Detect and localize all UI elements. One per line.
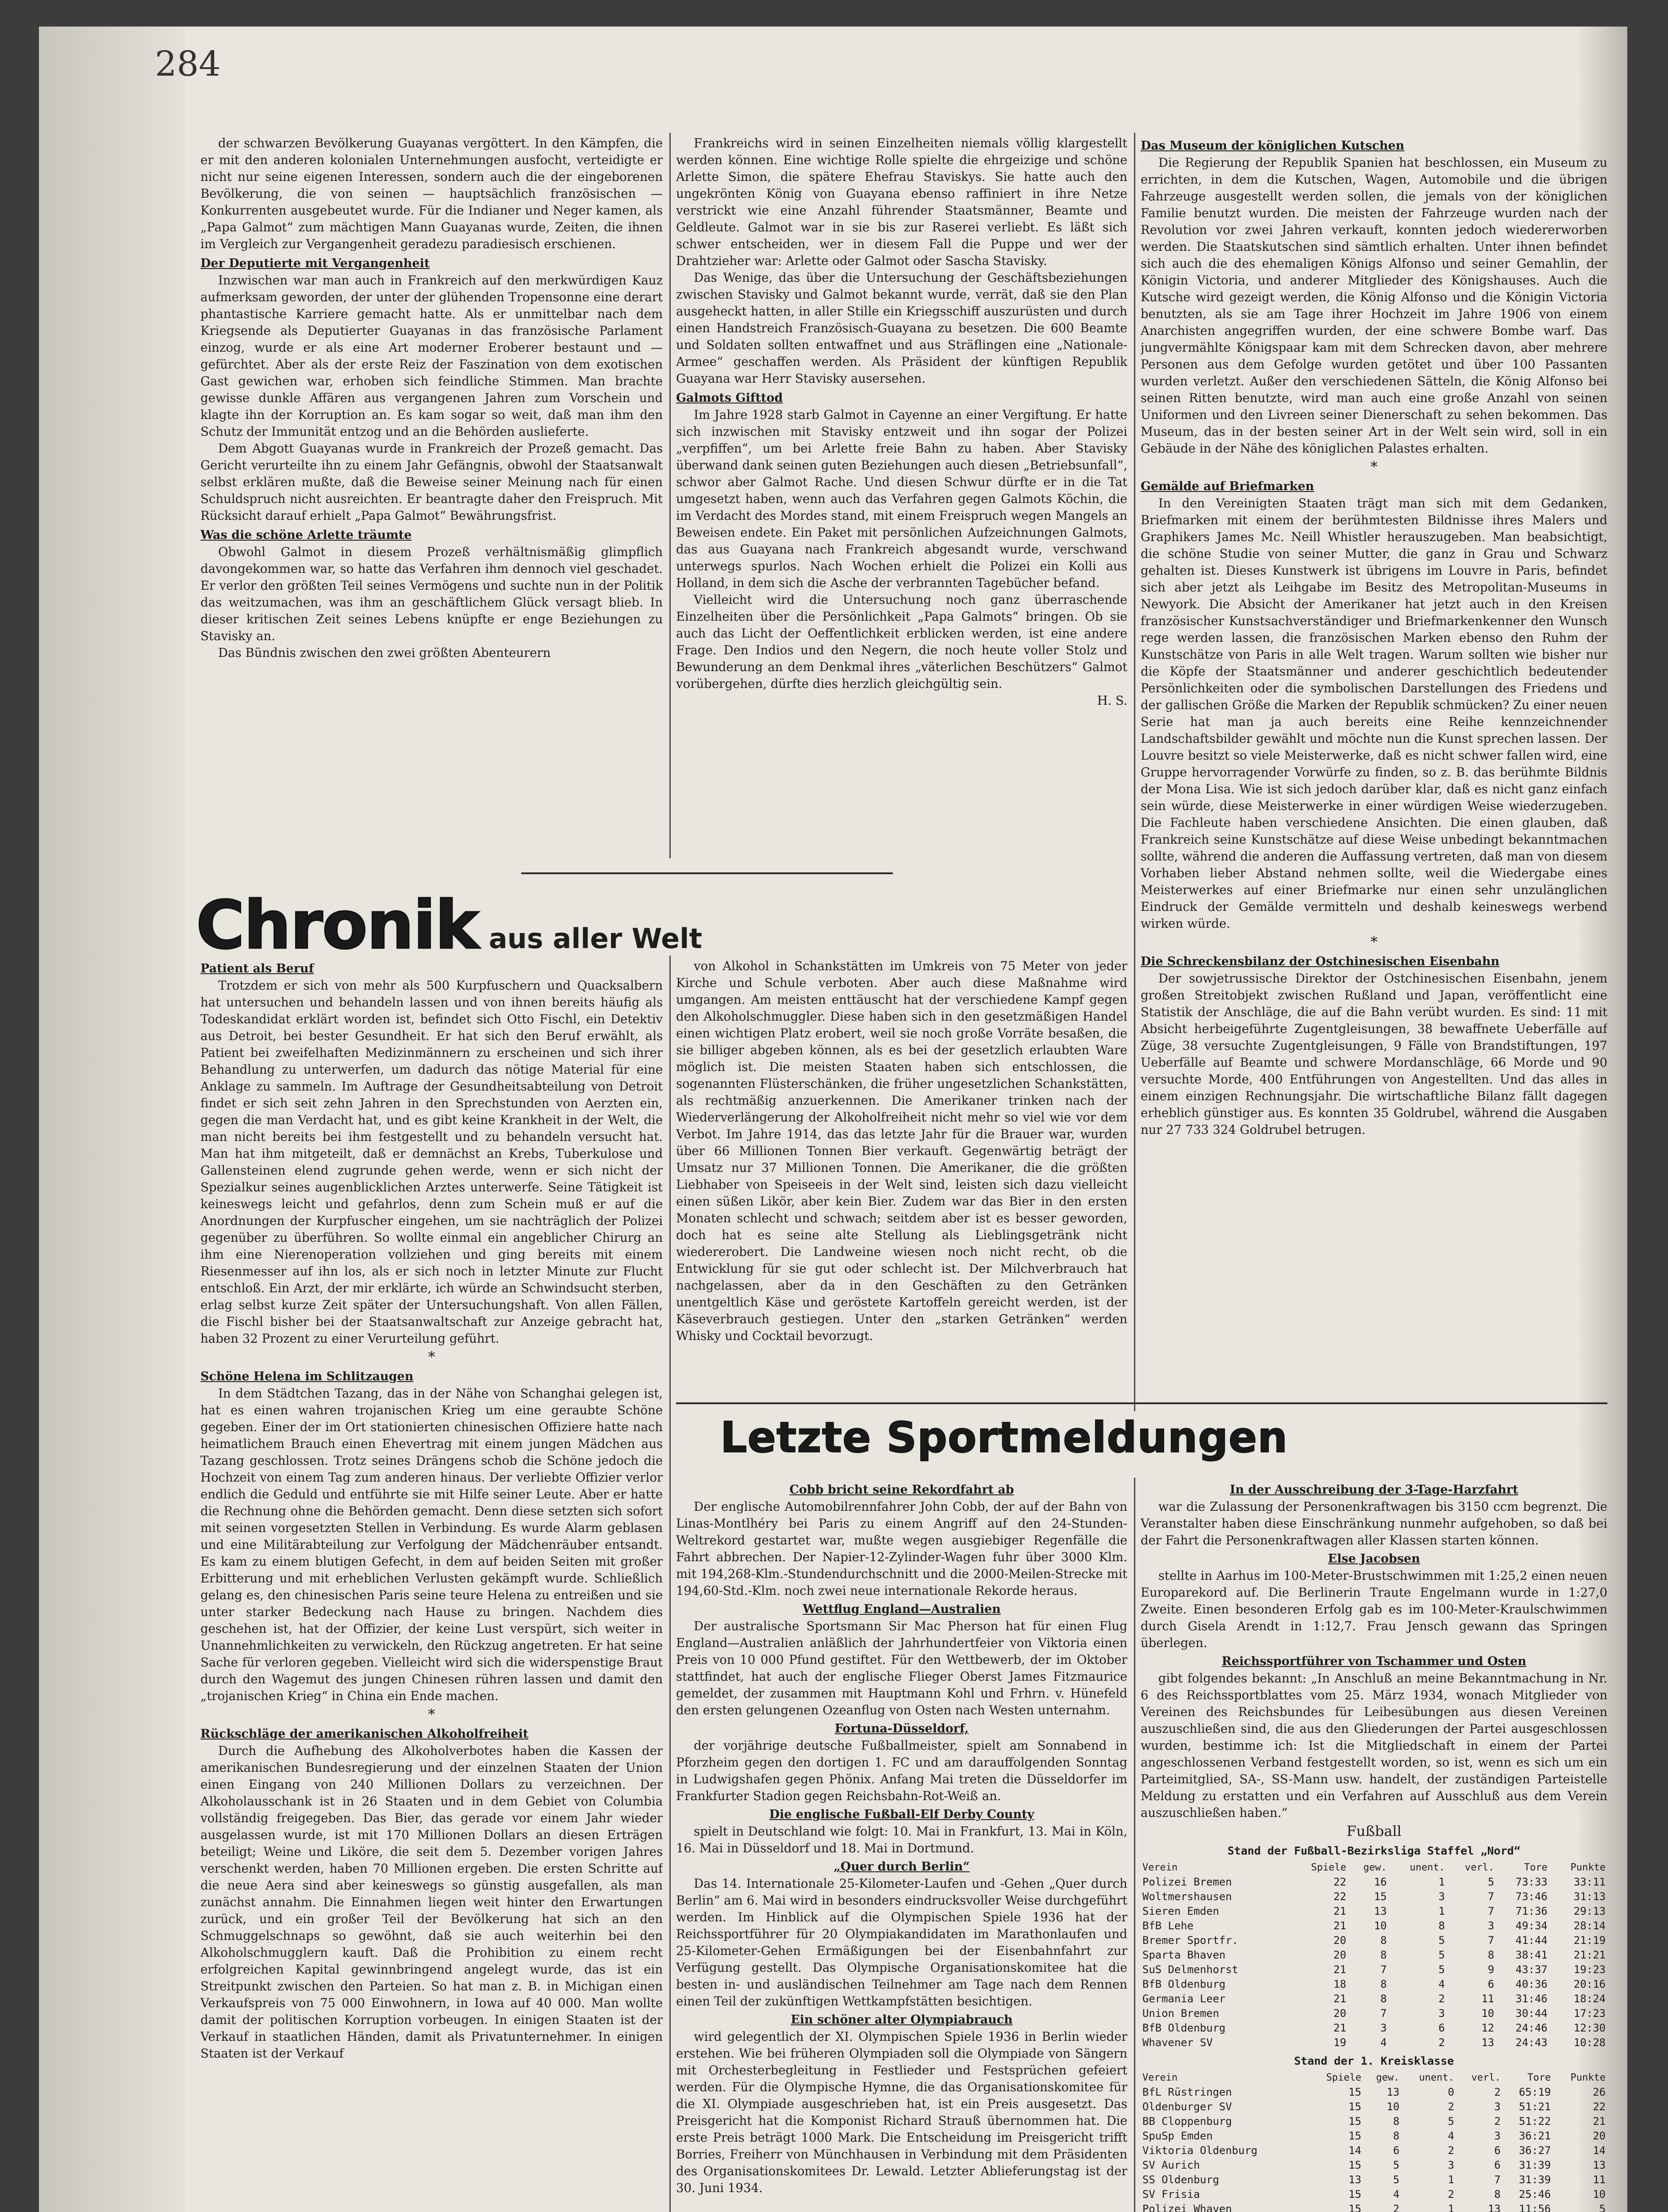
table-cell: 7: [1487, 1934, 1495, 1947]
table-cell: 11: [1481, 1993, 1495, 2005]
table-header-cell: Verein: [1142, 1862, 1178, 1873]
table-row: [1141, 1933, 1607, 1948]
table-cell: Woltmershausen: [1142, 1890, 1232, 1903]
table-cell: Viktoria Oldenburg: [1142, 2144, 1258, 2157]
section-heading: Die Schreckensbilanz der Ostchinesischen Eisenbahn: [1141, 955, 1500, 968]
section-heading: Was die schöne Arlette träumte: [200, 528, 412, 542]
table-cell: 8: [1380, 1949, 1387, 1961]
paragraph: der vorjährige deutsche Fußballmeister, spielt am Sonnabend in Pforzheim gegen den dortigen 1. FC und am darauffolgenden Sonntag in Ludwigshafen gegen Phönix. Anfang Mai treten die Düsseldorfer im Frankfurter Stadion gegen Reichsbahn-Rot-Weiß an.: [676, 1738, 1127, 1803]
table-cell: 20: [1333, 2007, 1346, 2020]
section-heading: Patient als Beruf: [200, 962, 314, 975]
table-cell: 1: [1448, 2174, 1454, 2186]
table-cell: 21: [1333, 1993, 1346, 2005]
table-cell: 15: [1348, 2115, 1361, 2128]
paragraph: Der australische Sportsmann Sir Mac Pherson hat für einen Flug England—Australien anläßlich der Jahrhundertfeier von Viktoria einen Preis von 10 000 Pfund gestiftet. Für den Wettbewerb, der im Oktober stattfindet, hat auch der englische Flieger Oberst James Fitzmaurice gemeldet, der zusammen mit Hauptmann Kohl und Frhrn. v. Hünefeld den ersten gelungenen Ozeanflug von Osten nach Westen unternahm.: [676, 1619, 1127, 1717]
table-cell: 13: [1481, 2036, 1495, 2049]
book-gutter: [39, 27, 185, 2212]
paragraph: wird gelegentlich der XI. Olympischen Spiele 1936 in Berlin wieder erstehen. Wie bei früheren Olympiaden soll die Olympiade von Sängern mit Orchesterbegleitung in Festlieder und Festsprüchen gefeiert werden. Für die Olympische Hymne, die das Organisationskomitee für die XI. Olympiade ausgeschrieben hat, ist ein Preis ausgesetzt. Das Preisgericht hat die Komponist Richard Strauß übernommen hat. Die erste Preis beträgt 1000 Mark. Die Entscheidung im Preisgericht trifft Borries, Freiherr von Münchhausen in Verbindung mit dem Präsidenten des Organisationskomitees Dr. Lewald. Letzter Ablieferungstag ist der 30. Juni 1934.: [676, 2029, 1127, 2195]
table-cell: 11:56: [1518, 2203, 1551, 2212]
table-cell: 5: [1448, 2115, 1454, 2128]
news-headline: Fortuna-Düsseldorf,: [834, 1722, 969, 1736]
table-cell: 3: [1487, 1920, 1495, 1932]
table-cell: 33:11: [1573, 1876, 1606, 1888]
table-row: [1141, 1904, 1607, 1919]
table-cell: 21: [1333, 1920, 1346, 1932]
table-cell: 7: [1380, 2007, 1387, 2020]
sport-column-2: [1141, 1480, 1607, 2212]
table-cell: 18: [1333, 1978, 1346, 1990]
section-divider: [521, 872, 893, 874]
column-divider: [1134, 133, 1135, 1411]
table-cell: 5: [1487, 1876, 1495, 1888]
table-row: [1141, 2158, 1607, 2173]
table-header-cell: verl.: [1471, 2072, 1501, 2083]
table-row: [1141, 1875, 1607, 1889]
table-cell: 2: [1448, 2188, 1454, 2200]
table-cell: Germania Leer: [1142, 1993, 1226, 2005]
table-cell: 40:36: [1515, 1978, 1548, 1990]
table-cell: 25:46: [1518, 2188, 1551, 2200]
news-headline: Wettflug England—Australien: [803, 1602, 1001, 1616]
section-heading: Gemälde auf Briefmarken: [1141, 480, 1314, 493]
table-cell: 15: [1348, 2130, 1361, 2142]
table-cell: 3: [1494, 2130, 1501, 2142]
sport-news-right: [1141, 1482, 1607, 1840]
paragraph: von Alkohol in Schankstätten im Umkreis von 75 Meter von jeder Kirche und Schule verboten. Aber auch diese Maßnahme wird umgangen. Am meisten enttäuscht hat der verschiedene Kampf gegen den Alkoholschmuggler. Diese haben sich in den gesetzmäßigen Handel einen wichtigen Platz erobert, weil sie noch große Vorräte besaßen, die sie billiger abgeben können, als es bei der gesetzlich erlaubten Ware möglich ist. Die meisten Staaten haben sich entschlossen, die sogenannten Flüsterschänken, die früher ungesetzlichen Schankstätten, als rechtmäßig anzuerkennen. Die Amerikaner trinken nach der Wiederverlängerung der Alkoholfreiheit nicht mehr so viel wie vor dem Verbot. Im Jahre 1914, das das letzte Jahr für die Brauer war, wurden über 66 Millionen Tonnen Bier verkauft. Gegenwärtig beträgt der Umsatz nur 37 Millionen Tonnen. Die Amerikaner, die die größten Liebhaber von Speiseeis in der Welt sind, leisten sich dazu vielleicht einen süßen Likör, aber kein Bier. Zudem war das Bier in den ersten Monaten schlecht und schwach; seitdem aber ist es besser geworden, doch hat es seine alte Stellung als Lieblingsgetränk nicht wiedererobert. Die Landweine wiesen noch nicht recht, ob die Entwicklung für sie gut oder schlecht ist. Der Milchverbrauch hat nachgelassen, aber da in den Geschäften zu den Getränken unentgeltlich Käse und geröstete Kartoffeln gereicht werden, ist der Käseverbrauch gestiegen. Unter den „starken Getränken“ werden Whisky und Cocktail bevorzugt.: [676, 959, 1127, 1343]
section-heading: Der Deputierte mit Vergangenheit: [200, 257, 430, 270]
table-cell: 31:13: [1573, 1890, 1606, 1903]
table-cell: SV Aurich: [1142, 2159, 1200, 2171]
table-cell: 15: [1348, 2188, 1361, 2200]
table-cell: 13: [1487, 2203, 1501, 2212]
table-title-kreisklasse: Stand der 1. Kreisklasse: [1294, 2055, 1454, 2067]
table-cell: Whavener SV: [1142, 2036, 1213, 2049]
table-cell: 5: [1438, 1934, 1445, 1947]
newspaper-page: [39, 27, 1627, 2212]
table-cell: 5: [1393, 2159, 1400, 2171]
table-cell: 2: [1448, 2101, 1454, 2113]
table-cell: 36:27: [1518, 2144, 1551, 2157]
table-cell: 3: [1438, 2007, 1445, 2020]
table-cell: 38:41: [1515, 1949, 1548, 1961]
table-cell: 65:19: [1518, 2086, 1551, 2098]
table-cell: 31:46: [1515, 1993, 1548, 2005]
table-cell: 8: [1494, 2188, 1501, 2200]
table-header-cell: unent.: [1410, 1862, 1445, 1873]
separator-asterisk: *: [428, 1706, 435, 1723]
paragraph: der schwarzen Bevölkerung Guayanas vergöttert. In den Kämpfen, die er mit den anderen kolonialen Unternehmungen ausfocht, verteidigte er nicht nur seine eigenen Interessen, sondern auch die der eingeborenen Bevölkerung, die von seinen — hauptsächlich französischen — Konkurrenten ausgebeutet wurde. Für die Indianer und Neger kamen, als „Papa Galmot“ zum mächtigen Mann Guayanas wurde, Zeiten, die ihnen im Vergleich zur Vergangenheit geradezu paradiesisch erschienen.: [200, 136, 663, 251]
news-headline: Die englische Fußball-Elf Derby County: [769, 1808, 1034, 1821]
table-cell: 22: [1593, 2101, 1606, 2113]
table-cell: 14: [1348, 2144, 1361, 2157]
table-row: [1141, 2202, 1607, 2212]
table-cell: 11: [1593, 2174, 1606, 2186]
table-cell: 14: [1593, 2144, 1606, 2157]
table-row: [1141, 1977, 1607, 1992]
news-headline: „Quer durch Berlin“: [834, 1860, 970, 1874]
table-header-cell: Tore: [1527, 2072, 1551, 2083]
sport-header: Letzte Sportmeldungen: [720, 1413, 1288, 1462]
separator-asterisk: *: [1370, 458, 1378, 475]
table-row: [1141, 2129, 1607, 2143]
column-divider: [669, 956, 671, 2212]
paragraph: Die Regierung der Republik Spanien hat beschlossen, ein Museum zu errichten, in dem die Kutschen, Wagen, Automobile und die übrigen Fahrzeuge ausgestellt werden sollen, die jemals von der königlichen Familie benutzt wurden. Die meisten der Fahrzeuge wurden nach der Revolution vor zwei Jahren verkauft, konnten jedoch wiedererworben werden. Die Staatskutschen sind sämtlich erhalten. Unter ihnen befindet sich auch die des ehemaligen Königs Alfonso und seiner Gemahlin, der Königin Victoria, und anderer Mitglieder des Königshauses. Auch die Kutsche wird gezeigt werden, die König Alfonso und die Königin Victoria benutzten, als sie am Tage ihrer Hochzeit im Jahre 1906 von einem Anarchisten angegriffen wurden, der eine schwere Bombe warf. Das jungvermählte Königspaar kam mit dem Schrecken davon, aber mehrere Personen aus dem Gefolge wurden getötet und über 100 Passanten wurden verletzt. Außer den verschiedenen Sätteln, die König Alfonso bei seinen Ritten benutzte, wird man auch eine große Anzahl von seinen Uniformen und den Livreen seiner Dienerschaft zu sehen bekommen. Das Museum, das in der besten seiner Art in der Welt sein wird, soll in ein Gebäude in der Nähe des königlichen Palastes erhalten.: [1141, 155, 1607, 456]
table-cell: SpuSp Emden: [1142, 2130, 1213, 2142]
section-heading: Galmots Gifttod: [676, 391, 783, 405]
table-row: [1141, 1948, 1607, 1962]
author-signature: H. S.: [1097, 693, 1127, 708]
news-headline: In der Ausschreibung der 3-Tage-Harzfahrt: [1230, 1483, 1518, 1497]
table-cell: 2: [1438, 2036, 1445, 2049]
table-cell: 10: [1387, 2101, 1400, 2113]
table-cell: 15: [1374, 1890, 1387, 1903]
section-divider: [676, 1402, 1607, 1404]
table-cell: 3: [1380, 2022, 1387, 2034]
table-cell: 2: [1494, 2086, 1501, 2098]
paragraph: Der sowjetrussische Direktor der Ostchinesischen Eisenbahn, jenem großen Streitobjekt zwischen Rußland und Japan, veröffentlicht eine Statistik der Anschläge, die auf die Bahn verübt wurden. Es sind: 11 mit Absicht herbeigeführte Zugentgleisungen, 38 bewaffnete Ueberfälle auf Züge, 38 versuchte Zugentgleisungen, 9 Fälle von Brandstiftungen, 197 Ueberfälle auf Beamte und schwere Mordanschläge, 66 Morde und 90 versuchte Morde, 400 Entführungen von Angestellten. Und das alles in einem einzigen Rechnungsjahr. Die wirtschaftliche Bilanz fällt dagegen erheblich günstiger aus. Es konnten 35 Goldrubel, während die Ausgaben nur 27 733 324 Goldrubel betrugen.: [1141, 971, 1607, 1137]
table-header-cell: gew.: [1376, 2072, 1400, 2083]
table-row: [1141, 2114, 1607, 2129]
table-cell: Bremer Sportfr.: [1142, 1934, 1238, 1947]
page-number: 284: [155, 44, 221, 84]
paragraph: Das Bündnis zwischen den zwei größten Abenteurern: [218, 645, 551, 660]
table-cell: 1: [1438, 1876, 1445, 1888]
table-cell: 21: [1333, 1963, 1346, 1976]
table-cell: 51:22: [1518, 2115, 1551, 2128]
news-headline: Reichssportführer von Tschammer und Osten: [1222, 1655, 1526, 1668]
paragraph: Frankreichs wird in seinen Einzelheiten niemals völlig klargestellt werden können. Eine wichtige Rolle spielte die ehrgeizige und schöne Arlette Simon, die spätere Ehefrau Staviskys. Sie hatte auch den ungekrönten König von Guayana ebenso raffiniert in ihre Netze verstrickt wie eine Anzahl führender Staatsmänner, Beamte und Geldleute. Galmot war in sie bis zur Raserei verliebt. Es läßt sich schwer entscheiden, wer in diesem Fall die Puppe und wer der Drahtzieher war: Arlette oder Galmot oder Sascha Stavisky.: [676, 136, 1127, 268]
news-headline: Ein schöner alter Olympiabrauch: [791, 2013, 1013, 2027]
table-row: [1141, 2100, 1607, 2114]
table-row: [1141, 2021, 1607, 2035]
table-title-bezirksliga: Stand der Fußball-Bezirksliga Staffel „Nord“: [1227, 1844, 1521, 1857]
table-header-cell: Punkte: [1570, 1862, 1606, 1873]
table-cell: 7: [1494, 2174, 1501, 2186]
table-cell: 30:44: [1515, 2007, 1548, 2020]
paragraph: war die Zulassung der Personenkraftwagen bis 3150 ccm begrenzt. Die Veranstalter haben diese Einschränkung nunmehr aufgehoben, so daß bei der Fahrt die Personenkraftwagen aller Klassen starten können.: [1141, 1499, 1607, 1548]
table-row: [1141, 2006, 1607, 2021]
paragraph: gibt folgendes bekannt: „In Anschluß an meine Bekanntmachung in Nr. 6 des Reichssportblattes vom 25. März 1934, wonach Mitglieder von Vereinen des Reichsbundes für Leibesübungen aus diesen Vereinen auszuschließen sind, die aus den Gliederungen der Partei ausgeschlossen wurden, bestimme ich: Ist die Mitgliedschaft in einem der Partei angeschlossenen Verband festgestellt worden, so ist, wenn es sich um ein Parteimitglied, SA-, SS-Mann usw. handelt, der zuständigen Parteistelle Meldung zu erstatten und ein Verfahren auf Ausschluß aus dem Verein auszuschließen haben.“: [1141, 1671, 1607, 1820]
table-cell: 24:43: [1515, 2036, 1548, 2049]
table-cell: 17:23: [1573, 2007, 1606, 2020]
table-cell: 49:34: [1515, 1920, 1548, 1932]
table-row: [1141, 1962, 1607, 1977]
chronik-column-1: [200, 958, 663, 2212]
table-cell: 4: [1438, 1978, 1445, 1990]
table-cell: 13: [1387, 2086, 1400, 2098]
table-cell: 20: [1333, 1934, 1346, 1947]
table-cell: 6: [1393, 2144, 1400, 2157]
table-cell: 1: [1438, 1905, 1445, 1917]
table-cell: BfL Rüstringen: [1142, 2086, 1232, 2098]
paragraph: Obwohl Galmot in diesem Prozeß verhältnismäßig glimpflich davongekommen war, so hatte das Verfahren ihm dennoch viel geschadet. Er verlor den größten Teil seines Vermögens und suchte nun in der Politik das weitzumachen, was ihm an geschäftlichem Glück versagt blieb. In dieser kritischen Zeit seines Lebens knüpfte er enge Beziehungen zu Stavisky an.: [200, 545, 663, 643]
table-cell: 10:28: [1573, 2036, 1606, 2049]
paragraph: stellte in Aarhus im 100-Meter-Brustschwimmen mit 1:25,2 einen neuen Europarekord auf. Die Berlinerin Traute Engelmann wurde in 1:27,0 Zweite. Einen besonderen Erfolg gab es im 100-Meter-Kraulschwimmen durch Gisela Arendt in 1:12,7. Frau Jensch gewann das Springen überlegen.: [1141, 1568, 1607, 1650]
table-cell: 73:33: [1515, 1876, 1548, 1888]
paragraph: Das Wenige, das über die Untersuchung der Geschäftsbeziehungen zwischen Stavisky und Galmot bekannt wurde, verrät, daß sie den Plan ausgeheckt hatten, in aller Stille ein Kriegsschiff auszurüsten und durch einen Handstreich Französisch-Guayana zu besetzen. Die 600 Beamte und Soldaten sollten entwaffnet und aus Sträflingen eine „Nationale-Armee“ geschaffen werden. Als Präsident der künftigen Republik Guayana war Herr Stavisky ausersehen.: [676, 270, 1127, 386]
table-header-cell: Spiele: [1311, 1862, 1346, 1873]
table-cell: 6: [1487, 1978, 1495, 1990]
table-cell: 7: [1487, 1890, 1495, 1903]
table-cell: 4: [1448, 2130, 1454, 2142]
table-cell: Union Bremen: [1142, 2007, 1219, 2020]
table-cell: 71:36: [1515, 1905, 1548, 1917]
table-cell: 8: [1380, 1993, 1387, 2005]
table-row: [1141, 1919, 1607, 1933]
table-cell: 18:24: [1573, 1993, 1606, 2005]
section-heading: Das Museum der königlichen Kutschen: [1141, 139, 1405, 153]
table-cell: Sieren Emden: [1142, 1905, 1219, 1917]
table-cell: 21: [1593, 2115, 1606, 2128]
table-cell: 15: [1348, 2203, 1361, 2212]
table-cell: 51:21: [1518, 2101, 1551, 2113]
table-row: [1141, 2143, 1607, 2158]
table-cell: 20:16: [1573, 1978, 1606, 1990]
paragraph: Dem Abgott Guayanas wurde in Frankreich der Prozeß gemacht. Das Gericht verurteilte ihn zu einem Jahr Gefängnis, obwohl der Staatsanwalt selbst erklären mußte, daß die Beweise seiner Meinung nach für einen Schuldspruch nicht ausreichten. Er beantragte daher den Freispruch. Mit Rücksicht darauf erhielt „Papa Galmot“ Bewährungsfrist.: [200, 441, 663, 523]
table-cell: 7: [1380, 1963, 1387, 1976]
table-cell: Oldenburger SV: [1142, 2101, 1232, 2113]
table-cell: 5: [1599, 2203, 1606, 2212]
table-cell: 13: [1348, 2174, 1361, 2186]
table-cell: 15: [1348, 2101, 1361, 2113]
table-cell: 19: [1333, 2036, 1346, 2049]
table-cell: BB Cloppenburg: [1142, 2115, 1232, 2128]
table-cell: 73:46: [1515, 1890, 1548, 1903]
sport-column-1: [676, 1480, 1127, 2212]
table-cell: 19:23: [1573, 1963, 1606, 1976]
table-cell: 8: [1438, 1920, 1445, 1932]
paragraph: Trotzdem er sich von mehr als 500 Kurpfuschern und Quacksalbern hat untersuchen und behandeln lassen und von ihnen bereits häufig als Todeskandidat erklärt worden ist, befindet sich Otto Fischl, ein Detektiv aus Detroit, bei bester Gesundheit. Er hat sich den Beruf erwählt, als Patient bei zweifelhaften Medizinmännern zu erscheinen und sich ihrer Behandlung zu unterwerfen, um dadurch das nötige Material für eine Anklage zu sammeln. Im Auftrage der Gesundheitsabteilung von Detroit findet er sich seit zehn Jahren in den Sprechstunden von Aerzten ein, gegen die man Verdacht hat, und es gibt keine Krankheit in der Welt, die man nicht bereits bei ihm festgestellt und zu behandeln versucht hat. Man hat ihm mitgeteilt, daß er demnächst an Krebs, Tuberkulose und Gallensteinen elend zugrunde gehen werde, wenn er sich nicht der Spezialkur seines augenblicklichen Arztes unterwerfe. Seine Tätigkeit ist keineswegs leicht und gefahrlos, denn zum Schein muß er auf die Anordnungen der Kurpfuscher eingehen, um sie nachträglich der Polizei gegenüber zu überführen. So wollte einmal ein angeblicher Chirurg an ihm eine Nierenoperation vollziehen und ging bereits mit einem Riesenmesser auf ihn los, als er sich noch in letzter Minute zur Flucht entschloß. Ein Arzt, der mir erklärte, ich würde an Schwindsucht sterben, erlag selbst kurze Zeit später der Untersuchungshaft. Von allen Fällen, die Fischl bisher bei der Staatsanwaltschaft zur Anzeige gebracht hat, haben 32 Prozent zu einer Verurteilung geführt.: [200, 978, 663, 1346]
table-row: [1141, 2085, 1607, 2100]
table-cell: 6: [1494, 2144, 1501, 2157]
paragraph: In dem Städtchen Tazang, das in der Nähe von Schanghai gelegen ist, hat es einen wahren trojanischen Krieg um eine geraubte Schöne gegeben. Einer der im Ort stationierten chinesischen Offiziere hatte nach heimatlichem Brauch einen Ehevertrag mit einem jungen Mädchen aus Tazang geschlossen. Trotz seines Drängens schob die Schöne jedoch die Hochzeit von einem Tag zum anderen hinaus. Der verliebte Offizier verlor endlich die Geduld und entführte sie mit Hilfe seiner Leute. Aber er hatte die Rechnung ohne die Behörden gemacht. Denn diese setzten sich sofort mit seinen vorgesetzten Stellen in Verbindung. Es wurde Alarm geblasen und eine Militärabteilung zur Verfolgung der Mädchenräuber entsandt. Es kam zu einem blutigen Gefecht, in dem auf beiden Seiten mit großer Erbitterung und mit erheblichen Verlusten gekämpft wurde. Schließlich gelang es, den chinesischen Paris seine teure Helena zu entreißen und sie unter starker Bedeckung nach Hause zu bringen. Nachdem dies geschehen ist, hat der Offizier, der keine Lust verspürt, sich weiter in Unannehmlichkeiten zu verwickeln, den Rückzug angetreten. Er hat seine Sache für verloren gegeben. Vielleicht wird sich die widerspenstige Braut durch den Wagemut des jungen Chinesen rühren lassen und damit den „trojanischen Krieg“ in China ein Ende machen.: [200, 1386, 663, 1703]
table-row: [1141, 1992, 1607, 2006]
table-cell: 3: [1438, 1890, 1445, 1903]
table-cell: 20: [1333, 1949, 1346, 1961]
right-column: [1141, 135, 1607, 1407]
table-cell: 4: [1380, 2036, 1387, 2049]
table-cell: Polizei Whaven: [1142, 2203, 1232, 2212]
column-divider: [1134, 1478, 1135, 2212]
table-cell: SV Frisia: [1142, 2188, 1200, 2200]
table-cell: 10: [1593, 2188, 1606, 2200]
paragraph: Durch die Aufhebung des Alkoholverbotes haben die Kassen der amerikanischen Bundesregierung und der einzelnen Staaten der Union einen Eingang von 240 Millionen Dollars zu verzeichnen. Der Alkoholausschank ist in 26 Staaten und in dem Gebiet von Columbia vollständig freigegeben. Das Bier, das gerade vor einem Jahr wieder ausgelassen wurde, ist mit 170 Millionen Dollars an diesen Erträgen beteiligt; Weine und Liköre, die seit dem 5. Dezember vorigen Jahres verschenkt werden, haben 70 Millionen ergeben. Die ersten Schritte auf die neue Aera sind aber keineswegs so günstig ausgefallen, als man zunächst annahm. Die Einnahmen liegen weit hinter den Erwartungen zurück, und ein großer Teil der Bevölkerung hat sich an den Schmuggelschnaps so gewöhnt, daß sie auch weiterhin bei den Alkoholschmugglern kauft. Daß die Prohibition zu einem recht erfolgreichen Kapital gewinnbringend angelegt wurde, das ist ein Streitpunkt zwischen den Parteien. So hat man z. B. in Michigan einen Verkaufspreis von 75 000 Einwohnern, in Iowa auf 40 000. Man wollte damit der politischen Korruption vorbeugen. In einigen Staaten ist der Verkauf in staatlichen Händen, damit als Privatunternehmer. In einigen Staaten ist der Verkauf: [200, 1743, 663, 2061]
table-cell: 15: [1348, 2086, 1361, 2098]
chronik-title: Chronik: [196, 887, 478, 964]
table-header-cell: Punkte: [1570, 2072, 1606, 2083]
table-cell: Polizei Bremen: [1142, 1876, 1232, 1888]
section-heading: Rückschläge der amerikanischen Alkoholfreiheit: [200, 1727, 529, 1741]
table-cell: 21:21: [1573, 1949, 1606, 1961]
table-cell: 26: [1593, 2086, 1606, 2098]
table-cell: 31:39: [1518, 2174, 1551, 2186]
paragraph: Der englische Automobilrennfahrer John Cobb, der auf der Bahn von Linas-Montlhéry bei Paris zu einem Angriff auf den 24-Stunden-Weltrekord gestartet war, mußte wegen ausgiebiger Regenfälle die Fahrt abbrechen. Der Napier-12-Zylinder-Wagen fuhr über 3000 Klm. mit 194,268-Klm.-Stundendurchschnitt und die 2000-Meilen-Strecke mit 194,60-Std.-Klm. noch zwei neue internationale Rekorde heraus.: [676, 1499, 1127, 1598]
table-row: [1141, 2035, 1607, 2050]
table-cell: 21: [1333, 2022, 1346, 2034]
table-header-cell: Verein: [1142, 2072, 1178, 2083]
table-cell: 5: [1438, 1963, 1445, 1976]
table-cell: BfB Lehe: [1142, 1920, 1194, 1932]
separator-asterisk: *: [1370, 933, 1378, 950]
chronik-column-2: [676, 958, 1127, 1400]
table-cell: 2: [1494, 2115, 1501, 2128]
table-cell: 12: [1481, 2022, 1495, 2034]
table-cell: SS Oldenburg: [1142, 2174, 1219, 2186]
table-cell: 2: [1448, 2144, 1454, 2157]
table-cell: 5: [1438, 1949, 1445, 1961]
table-cell: Sparta Bhaven: [1142, 1949, 1226, 1961]
table-row: [1141, 2187, 1607, 2202]
table-cell: 31:39: [1518, 2159, 1551, 2171]
table-header-cell: verl.: [1464, 1862, 1495, 1873]
table-cell: 29:13: [1573, 1905, 1606, 1917]
table-cell: 2: [1393, 2203, 1400, 2212]
table-cell: 13: [1593, 2159, 1606, 2171]
table-cell: 9: [1487, 1963, 1495, 1976]
column-divider: [669, 133, 671, 858]
chronik-subtitle: aus aller Welt: [488, 922, 702, 955]
table-row: [1141, 2173, 1607, 2187]
paragraph: Vielleicht wird die Untersuchung noch ganz überraschende Einzelheiten über die Persönlichkeit „Papa Galmots“ bringen. Ob sie auch das Licht der Oeffentlichkeit erblicken werden, ist eine andere Frage. Den Indios und den Negern, die noch heute voller Stolz und Bewunderung an dem Denkmal ihres „väterlichen Beschützers“ Galmot vorübergehen, dürfte dies herzlich gleichgültig sein.: [676, 592, 1127, 691]
table-cell: 28:14: [1573, 1920, 1606, 1932]
table-header-cell: unent.: [1419, 2072, 1454, 2083]
table-cell: 22: [1333, 1890, 1346, 1903]
table-cell: 8: [1393, 2130, 1400, 2142]
table-cell: BfB Oldenburg: [1142, 1978, 1226, 1990]
table-cell: 12:30: [1573, 2022, 1606, 2034]
table-cell: 41:44: [1515, 1934, 1548, 1947]
table-cell: 0: [1448, 2086, 1454, 2098]
table-cell: 24:46: [1515, 2022, 1548, 2034]
table-header-cell: Tore: [1524, 1862, 1548, 1873]
standings-table-kreisklasse: [1141, 2070, 1607, 2212]
standings-table-bezirksliga: [1141, 1860, 1607, 2050]
article-top-column-1: [200, 135, 663, 856]
table-cell: 1: [1448, 2203, 1454, 2212]
paragraph: Das 14. Internationale 25-Kilometer-Laufen und -Gehen „Quer durch Berlin“ am 6. Mai wird in besonders eindrucksvoller Weise durchgeführt werden. Im Hinblick auf die Olympischen Spiele 1936 hat der Reichssportführer für 20 Olympiakandidaten im Marathonlaufen und 25-Kilometer-Gehen Ermäßigungen bei der Eisenbahnfahrt zur Verfügung gestellt. Das Olympische Organisationskomitee hat die besten in- und ausländischen Teilnehmer am Tage nach dem Rennen einen Teil der zukünftigen Wettkampfstätten besichtigen.: [676, 1876, 1127, 2008]
table-cell: 6: [1494, 2159, 1501, 2171]
table-cell: 8: [1393, 2115, 1400, 2128]
separator-asterisk: Fußball: [1346, 1823, 1402, 1839]
table-cell: 13: [1374, 1905, 1387, 1917]
table-cell: 10: [1481, 2007, 1495, 2020]
table-cell: 2: [1438, 1993, 1445, 2005]
chronik-header: [196, 887, 702, 964]
table-cell: 10: [1374, 1920, 1387, 1932]
table-cell: BfB Oldenburg: [1142, 2022, 1226, 2034]
separator-asterisk: *: [428, 1348, 435, 1365]
table-header-cell: gew.: [1363, 1862, 1387, 1873]
table-header-cell: Spiele: [1326, 2072, 1361, 2083]
paragraph: Inzwischen war man auch in Frankreich auf den merkwürdigen Kauz aufmerksam geworden, der unter der glühenden Tropensonne eine derart phantastische Karriere gemacht hatte. Als er unmittelbar nach dem Kriegsende als Deputierter Guayanas in das französische Parlament einzog, wurde er als eine Art moderner Eroberer bestaunt und — gefürchtet. Aber als der erste Reiz der Faszination von dem exotischen Gast gewichen war, erhoben sich feindliche Stimmen. Man brachte gewisse dunkle Affären aus vergangenen Jahren zum Vorschein und klagte ihn der Korruption an. Es kam sogar so weit, daß man ihm den Schutz der Immunität entzog und an die Behörden auslieferte.: [200, 273, 663, 439]
section-heading: Schöne Helena im Schlitzaugen: [200, 1370, 414, 1383]
table-cell: 21:19: [1573, 1934, 1606, 1947]
table-cell: 8: [1380, 1934, 1387, 1947]
table-cell: 7: [1487, 1905, 1495, 1917]
news-headline: Else Jacobsen: [1328, 1552, 1420, 1566]
paragraph: Im Jahre 1928 starb Galmot in Cayenne an einer Vergiftung. Er hatte sich inzwischen mit Stavisky entzweit und ihn sogar der Polizei „verpfiffen“, um bei Arlette freie Bahn zu haben. Aber Stavisky überwand dank seinen guten Beziehungen auch diesen „Betriebsunfall“, schwor aber Galmot Rache. Und diesen Schwur dürfte er in die Tat umgesetzt haben, wenn auch das Verfahren gegen Galmots Köchin, die im Verdacht des Mordes stand, mit einem Freispruch wegen Mangels an Beweisen endete. Ein Paket mit persönlichen Aufzeichnungen Galmots, das aus Guayana nach Frankreich abgesandt wurde, verschwand unterwegs spurlos. Nach Wochen erhielt die Polizei ein Kolli aus Holland, in dem sich die Asche der verbrannten Tagebücher befand.: [676, 407, 1127, 590]
table-row: [1141, 1889, 1607, 1904]
table-cell: 20: [1593, 2130, 1606, 2142]
table-cell: 6: [1438, 2022, 1445, 2034]
table-cell: 43:37: [1515, 1963, 1548, 1976]
table-cell: SuS Delmenhorst: [1142, 1963, 1238, 1976]
table-cell: 4: [1393, 2188, 1400, 2200]
table-cell: 8: [1380, 1978, 1387, 1990]
table-cell: 3: [1448, 2159, 1454, 2171]
table-cell: 16: [1374, 1876, 1387, 1888]
news-headline: Cobb bricht seine Rekordfahrt ab: [789, 1483, 1014, 1497]
article-top-column-2: [676, 135, 1127, 856]
paragraph: spielt in Deutschland wie folgt: 10. Mai in Frankfurt, 13. Mai in Köln, 16. Mai in Düsseldorf und 18. Mai in Dortmund.: [676, 1824, 1127, 1855]
paragraph: In den Vereinigten Staaten trägt man sich mit dem Gedanken, Briefmarken mit einem der berühmtesten Bildnisse ihres Malers und Graphikers James Mc. Neill Whistler herauszugeben. Man beabsichtigt, die schöne Studie von seiner Mutter, die ganz in Grau und Schwarz gehalten ist. Dieses Kunstwerk ist übrigens im Louvre in Paris, befindet sich aber jetzt als Leihgabe im Besitz des Metropolitan-Museums in Newyork. Die Absicht der Amerikaner hat jetzt auch in den Kreisen französischer Kunstsachverständiger und Briefmarkenkenner den Wunsch rege werden lassen, die französischen Marken ebenso den Ruhm der Kunstschätze von Paris in alle Welt tragen. Warum sollten wie bisher nur die Köpfe der Staatsmänner und anderer geschichtlich bedeutender Persönlichkeiten oder die symbolischen Darstellungen des Friedens und der gallischen Größe die Marken der Republik schmücken? Zu einer neuen Serie hat man ja auch bereits eine Reihe kennzeichnender Landschaftsbilder gewählt und möchte nun die Kunst sprechen lassen. Der Louvre besitzt so viele Meisterwerke, daß es nicht schwer fallen wird, eine Gruppe hervorragender Vorwürfe zu finden, so z. B. das berühmte Bildnis der Mona Lisa. Wie ist sich jedoch darüber klar, daß es nicht ganz einfach sein würde, diese Meisterwerke in einer würdigen Weise wiederzugeben. Die Fachleute haben verschiedene Ansichten. Die einen glauben, daß Frankreich seine Kunstschätze auf diese Weise unbedingt bekanntmachen sollte, während die anderen die Auffassung vertreten, daß man von diesem Vorhaben lieber Abstand nehmen sollte, weil die Wiedergabe eines Meisterwerkes auf einer Briefmarke nur einen sehr unzulänglichen Eindruck der Gemälde vermitteln und deshalb keineswegs werbend wirken würde.: [1141, 496, 1607, 931]
table-cell: 36:21: [1518, 2130, 1551, 2142]
table-cell: 21: [1333, 1905, 1346, 1917]
table-cell: 8: [1487, 1949, 1495, 1961]
table-cell: 3: [1494, 2101, 1501, 2113]
table-cell: 15: [1348, 2159, 1361, 2171]
table-cell: 5: [1393, 2174, 1400, 2186]
table-cell: 22: [1333, 1876, 1346, 1888]
